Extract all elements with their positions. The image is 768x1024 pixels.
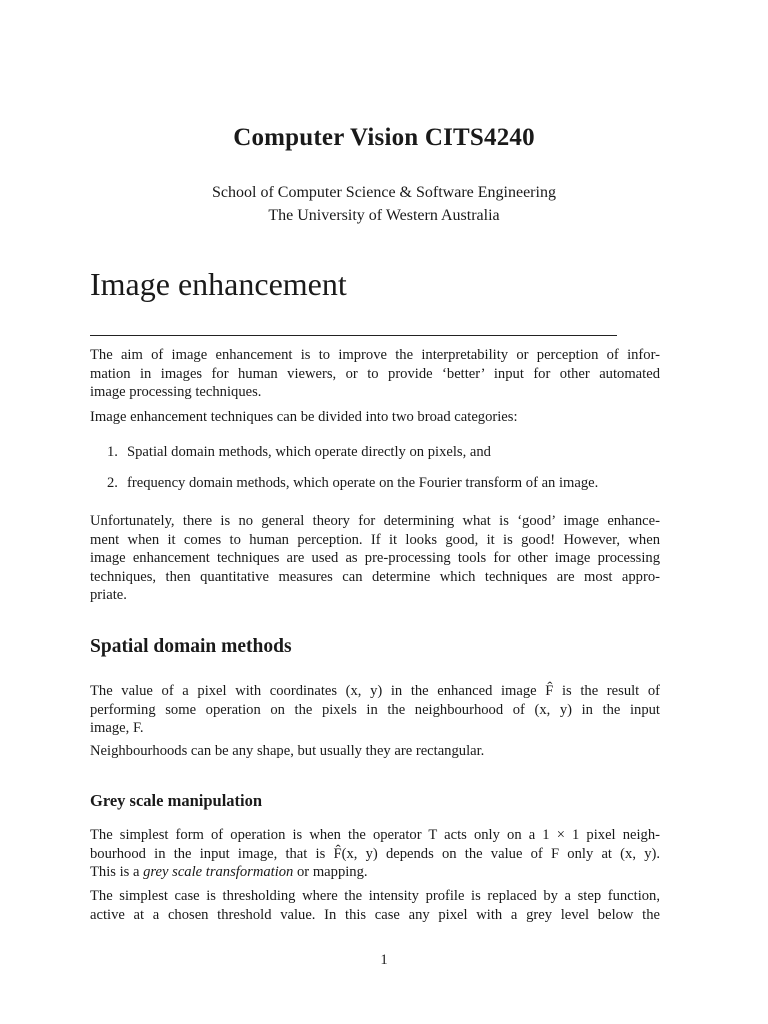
text-line: performing some operation on the pixels in the neighbourhood of (x, y) in the input: [90, 701, 660, 718]
text-line: The aim of image enhancement is to improve the interpretability or perception of infor-: [90, 347, 660, 363]
text-line: The value of a pixel with coordinates (x, y) in the enhanced image F̂ is the result of: [90, 683, 660, 699]
text-line: [90, 863, 660, 882]
text-line: image processing techniques.: [90, 384, 262, 401]
section-heading: Spatial domain methods: [90, 636, 292, 657]
text-line: techniques, then quantitative measures can determine which techniques are most appro-: [90, 568, 660, 585]
text-fragment: or mapping.: [293, 864, 368, 881]
text-line: Neighbourhoods can be any shape, but usually they are rectangular.: [90, 743, 485, 759]
intro-paragraph-2: [90, 408, 660, 427]
course-title: Computer Vision CITS4240: [233, 124, 535, 151]
list-item: [107, 475, 598, 492]
document-title: Image enhancement: [90, 266, 347, 302]
text-line: active at a chosen threshold value. In this case any pixel with a grey level below the: [90, 906, 660, 923]
text-line: mation in images for human viewers, or to provide ‘better’ input for other automated: [90, 365, 660, 382]
list-item: [107, 444, 491, 461]
text-fragment: This is a: [90, 864, 144, 881]
intro-paragraph-1: [90, 346, 660, 402]
text-line: image, F.: [90, 720, 144, 737]
text-line: Unfortunately, there is no general theory for determining what is ‘good’ image enhance-: [90, 513, 660, 529]
horizontal-rule: [90, 335, 617, 336]
emphasized-term: grey scale transformation: [143, 864, 294, 881]
text-line: The simplest case is thresholding where the intensity profile is replaced by a step function,: [90, 888, 660, 904]
school-name: School of Computer Science & Software Engineering: [212, 184, 556, 201]
intro-paragraph-3: [90, 512, 660, 605]
spatial-paragraph-1: [90, 682, 660, 738]
text-line: bourhood in the input image, that is F̂(x, y) depends on the value of F only at (x, y).: [90, 845, 660, 862]
list-number: 1.: [107, 444, 118, 460]
subsection-heading: Grey scale manipulation: [90, 791, 263, 810]
text-line: Image enhancement techniques can be divided into two broad categories:: [90, 409, 518, 425]
text-line: ment when it comes to human perception. If it looks good, it is good! However, when: [90, 531, 660, 548]
text-line: priate.: [90, 587, 127, 604]
university-name: The University of Western Australia: [268, 207, 500, 224]
text-line: The simplest form of operation is when the operator T acts only on a 1 × 1 pixel neigh-: [90, 827, 660, 843]
list-text: Spatial domain methods, which operate directly on pixels, and: [127, 444, 491, 460]
grey-paragraph-1: [90, 826, 660, 882]
spatial-paragraph-2: [90, 742, 660, 761]
page-number: 1: [380, 952, 388, 968]
text-line: image enhancement techniques are used as pre-processing tools for other image processing: [90, 550, 660, 567]
grey-paragraph-2: [90, 887, 660, 924]
list-number: 2.: [107, 475, 118, 491]
list-text: frequency domain methods, which operate on the Fourier transform of an image.: [127, 475, 599, 491]
